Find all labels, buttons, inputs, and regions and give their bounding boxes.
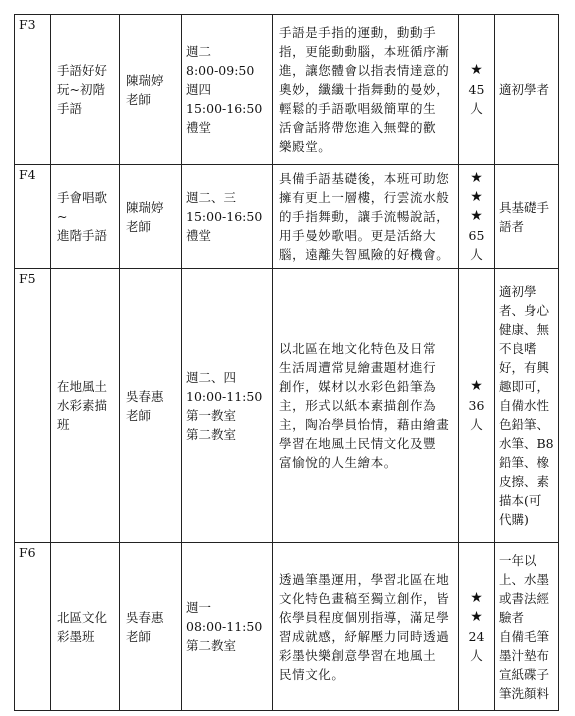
schedule-line: 15:00-16:50 xyxy=(186,209,263,224)
description-line: 指，更能動動腦，本班循序漸 xyxy=(279,44,450,59)
course-code: F3 xyxy=(15,15,51,165)
target-line: 者、身心 xyxy=(499,303,550,318)
target-line: 驗者 xyxy=(499,609,525,625)
course-cell xyxy=(51,543,120,711)
course-code: F6 xyxy=(15,543,51,711)
description-line: 具備手語基礎後，本班可助您 xyxy=(279,171,450,186)
teacher-cell xyxy=(120,543,182,711)
star-icon: ★ xyxy=(470,378,483,394)
quota-cell xyxy=(459,15,495,165)
quota-cell xyxy=(459,165,495,269)
course-name-line: 進階手語 xyxy=(57,228,108,243)
table-row xyxy=(15,269,559,543)
time-cell xyxy=(182,15,273,165)
time-cell xyxy=(182,543,273,711)
description-line: 習成就感，紓解壓力同時透過 xyxy=(279,628,450,644)
target-line: 一年以 xyxy=(499,552,537,568)
schedule-line: 週四 xyxy=(186,82,212,97)
target-line: 健康、無 xyxy=(499,322,550,337)
target-line: 色鉛筆、 xyxy=(499,417,550,432)
course-cell xyxy=(51,165,120,269)
teacher-name-line: 老師 xyxy=(126,628,152,644)
schedule-line: 15:00-16:50 xyxy=(186,101,263,116)
schedule-line: 週一 xyxy=(186,600,212,615)
target-cell xyxy=(495,543,559,711)
target-line: 適初學 xyxy=(499,284,537,299)
target-line: 不良嗜 xyxy=(499,341,537,356)
star-icon: ★ xyxy=(470,608,483,625)
course-name-line: 班 xyxy=(57,417,70,432)
target-line: 墨汁墊布 xyxy=(499,647,550,663)
star-icon: ★ xyxy=(470,208,483,224)
schedule-line: 禮堂 xyxy=(186,228,212,243)
description-line: 富愉悅的人生繪本。 xyxy=(279,455,397,470)
teacher-cell xyxy=(120,165,182,269)
course-table xyxy=(14,14,559,711)
course-code: F4 xyxy=(15,165,51,269)
target-line: 語者 xyxy=(499,218,525,234)
description-line: 手語是手指的運動，動動手 xyxy=(279,25,437,40)
description-line: 用手曼妙歌唱。更是活絡大 xyxy=(279,228,437,243)
schedule-line: 10:00-11:50 xyxy=(186,388,263,404)
course-name-line: 手語好好 xyxy=(57,63,108,78)
teacher-name-line: 老師 xyxy=(126,218,152,234)
description-line: 創作，媒材以水彩色鉛筆為 xyxy=(279,379,437,394)
target-line: 描本(可 xyxy=(499,493,542,508)
star-icon: ★ xyxy=(470,589,483,606)
description-line: 生活周遭常見繪畫題材進行 xyxy=(279,360,437,375)
star-icon: ★ xyxy=(470,189,483,205)
teacher-name-line: 吳春惠 xyxy=(126,388,164,404)
quota-cell xyxy=(459,543,495,711)
description-line: 進，讓您體會以指表情達意的 xyxy=(279,63,450,78)
quota-line: 人 xyxy=(470,417,483,432)
course-name-line: 手會唱歌 xyxy=(57,190,108,205)
desc-cell xyxy=(273,165,459,269)
target-line: 適初學者 xyxy=(499,82,550,97)
target-line: 皮擦、素 xyxy=(499,474,550,489)
course-name-line: 手語 xyxy=(57,101,83,116)
description-line: 民情文化。 xyxy=(279,666,345,682)
course-table-body xyxy=(15,15,559,711)
quota-line: 36 xyxy=(468,398,485,413)
teacher-cell xyxy=(120,15,182,165)
description-line: 擁有更上一層樓，行雲流水般 xyxy=(279,190,450,205)
description-line: 活會話將帶您進入無聲的歡 xyxy=(279,120,437,135)
table-row xyxy=(15,543,559,711)
quota-line: 人 xyxy=(470,247,483,262)
target-cell xyxy=(495,15,559,165)
schedule-line: 週二、三 xyxy=(186,190,237,205)
star-icon: ★ xyxy=(470,62,483,78)
time-cell xyxy=(182,269,273,543)
teacher-name-line: 老師 xyxy=(126,91,152,107)
target-line: 宣紙碟子 xyxy=(499,666,550,682)
course-name-line: ~ xyxy=(57,209,68,224)
schedule-line: 08:00-11:50 xyxy=(186,619,263,634)
description-line: 樂殿堂。 xyxy=(279,139,332,154)
star-icon: ★ xyxy=(470,170,483,186)
schedule-line: 第二教室 xyxy=(186,638,237,653)
course-name-line: 水彩素描 xyxy=(57,398,108,413)
table-row xyxy=(15,15,559,165)
quota-line: 45 xyxy=(468,82,485,97)
target-line: 筆洗顏料 xyxy=(499,685,550,701)
schedule-line: 第一教室 xyxy=(186,407,237,423)
course-cell xyxy=(51,15,120,165)
course-cell xyxy=(51,269,120,543)
teacher-name-line: 陳瑞婷 xyxy=(126,199,164,215)
target-line: 水筆、B8 xyxy=(499,436,554,451)
desc-cell xyxy=(273,543,459,711)
quota-line: 人 xyxy=(470,647,483,663)
description-line: 學習在地風土民情文化及豐 xyxy=(279,436,437,451)
description-line: 彩墨快樂創意學習在地風土 xyxy=(279,647,437,663)
description-line: 依學員程度個別指導，滿足學 xyxy=(279,609,450,625)
schedule-line: 8:00-09:50 xyxy=(186,63,255,78)
desc-cell xyxy=(273,15,459,165)
description-line: 腦，遠離失智風險的好機會。 xyxy=(279,247,450,262)
target-cell xyxy=(495,165,559,269)
description-line: 輕鬆的手語歌唱級簡單的生 xyxy=(279,101,437,116)
teacher-name-line: 陳瑞婷 xyxy=(126,72,164,88)
target-line: 或書法經 xyxy=(499,590,550,606)
table-row xyxy=(15,165,559,269)
quota-cell xyxy=(459,269,495,543)
schedule-line: 週二、四 xyxy=(186,369,237,385)
target-line: 趣即可， xyxy=(499,379,550,394)
target-cell xyxy=(495,269,559,543)
target-line: 自備毛筆 xyxy=(499,628,550,644)
time-cell xyxy=(182,165,273,269)
teacher-name-line: 老師 xyxy=(126,407,152,423)
target-line: 上、水墨 xyxy=(499,571,550,587)
course-name-line: 北區文化 xyxy=(57,609,108,625)
course-code: F5 xyxy=(15,269,51,543)
course-name-line: 彩墨班 xyxy=(57,628,95,644)
course-name-line: 在地風土 xyxy=(57,379,108,394)
description-line: 主，陶冶學員怡情，藉由繪畫 xyxy=(279,417,450,432)
description-line: 主，形式以紙本素描創作為 xyxy=(279,398,437,413)
description-line: 以北區在地文化特色及日常 xyxy=(279,341,437,356)
schedule-line: 禮堂 xyxy=(186,120,212,135)
description-line: 文化特色畫稿至獨立創作，皆 xyxy=(279,590,450,606)
target-line: 鉛筆、橡 xyxy=(499,455,550,470)
teacher-name-line: 吳春惠 xyxy=(126,609,164,625)
schedule-line: 第二教室 xyxy=(186,426,237,442)
target-line: 自備水性 xyxy=(499,398,550,413)
course-name-line: 玩~初階 xyxy=(57,82,105,97)
quota-line: 人 xyxy=(470,101,483,116)
teacher-cell xyxy=(120,269,182,543)
desc-cell xyxy=(273,269,459,543)
target-line: 具基礎手 xyxy=(499,199,550,215)
description-line: 奧妙，纖纖十指舞動的曼妙， xyxy=(279,82,450,97)
description-line: 的手指舞動，讓手流暢說話， xyxy=(279,209,450,224)
target-line: 代購) xyxy=(499,512,529,527)
quota-line: 65 xyxy=(468,228,485,243)
description-line: 透過筆墨運用，學習北區在地 xyxy=(279,571,450,587)
schedule-line: 週二 xyxy=(186,44,212,59)
quota-line: 24 xyxy=(468,628,485,644)
target-line: 好，有興 xyxy=(499,360,550,375)
